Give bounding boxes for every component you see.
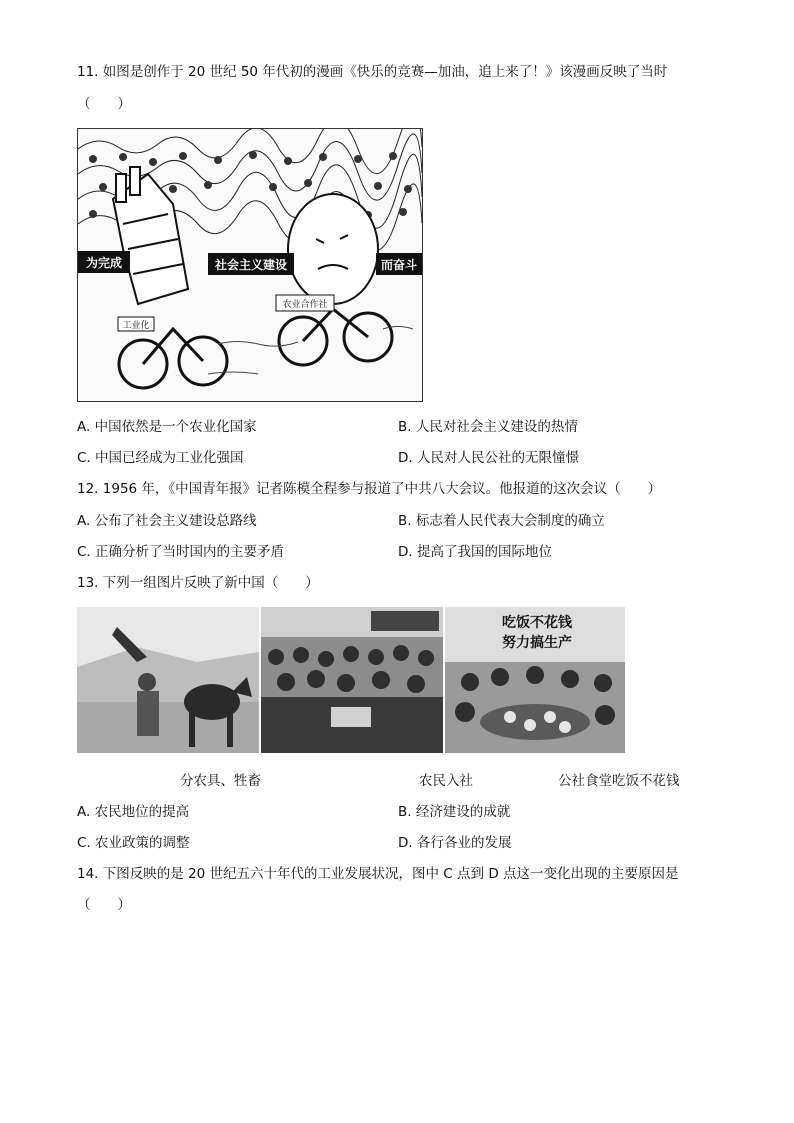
q12-stem: 12. 1956 年，《中国青年报》记者陈模全程参与报道了中共八大会议。他报道的这次会议（ ） — [77, 481, 662, 497]
q14-answer-paren: （ ） — [77, 897, 131, 913]
q11-cartoon — [77, 128, 423, 402]
q11-option-c[interactable]: C. 中国已经成为工业化强国 — [77, 450, 244, 466]
q11-option-a[interactable]: A. 中国依然是一个农业化国家 — [77, 419, 257, 435]
q13-photo-3 — [445, 607, 625, 753]
q13-photo-2 — [261, 607, 443, 753]
q11-option-d[interactable]: D. 人民对人民公社的无限憧憬 — [398, 450, 579, 466]
q14-stem: 14. 下图反映的是 20 世纪五六十年代的工业发展状况，图中 C 点到 D 点这一变化出现的主要原因是 — [77, 866, 679, 882]
q13-stem: 13. 下列一组图片反映了新中国（ ） — [77, 575, 319, 591]
q13-caption-1: 分农具、牲畜 — [180, 773, 261, 789]
q11-option-b[interactable]: B. 人民对社会主义建设的热情 — [398, 419, 578, 435]
q13-option-d[interactable]: D. 各行各业的发展 — [398, 835, 512, 851]
photo-3-drawing — [445, 607, 625, 753]
q11-stem: 11. 如图是创作于 20 世纪 50 年代初的漫画《快乐的竞赛—加油，追上来了！》该漫画反映了当时 — [77, 64, 668, 80]
bike-right-label: 农业合作社 — [282, 300, 328, 310]
q13-caption-2: 农民入社 — [419, 773, 473, 789]
banner-right: 而奋斗 — [380, 258, 418, 272]
banner-middle: 社会主义建设 — [214, 258, 288, 272]
q13-option-c[interactable]: C. 农业政策的调整 — [77, 835, 190, 851]
q11-answer-paren: （ ） — [77, 96, 131, 112]
photo-2-drawing — [261, 607, 443, 753]
q13-photo-1 — [77, 607, 259, 753]
q12-option-b[interactable]: B. 标志着人民代表大会制度的确立 — [398, 513, 605, 529]
q12-option-c[interactable]: C. 正确分析了当时国内的主要矛盾 — [77, 544, 285, 560]
q12-option-d[interactable]: D. 提高了我国的国际地位 — [398, 544, 552, 560]
bike-left-label: 工业化 — [122, 321, 150, 331]
photo-3-sign-line1: 吃饭不花钱 — [502, 615, 572, 631]
photo-1-drawing — [77, 607, 259, 753]
q12-option-a[interactable]: A. 公布了社会主义建设总路线 — [77, 513, 257, 529]
q13-option-b[interactable]: B. 经济建设的成就 — [398, 804, 511, 820]
banner-left: 为完成 — [85, 256, 123, 270]
photo-3-sign-line2: 努力搞生产 — [502, 635, 572, 651]
q11-cartoon-drawing — [78, 129, 422, 401]
q13-option-a[interactable]: A. 农民地位的提高 — [77, 804, 190, 820]
q13-caption-3: 公社食堂吃饭不花钱 — [558, 773, 680, 789]
